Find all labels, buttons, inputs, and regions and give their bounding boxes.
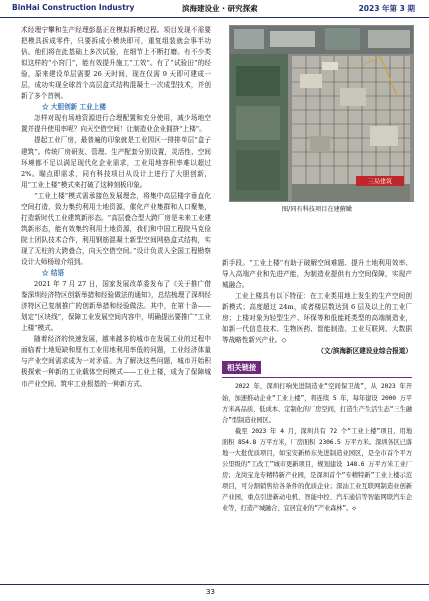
section-title: 滨海建设业 · 研究探索 <box>182 4 258 13</box>
left-column <box>21 25 211 390</box>
issue-number: 2023 年第 3 期 <box>358 4 415 13</box>
aerial-construction-photo <box>229 25 414 202</box>
subheading-conclusion: ☆ 结语 <box>42 269 65 278</box>
paragraph: 截至 2023 年 4 月，深圳共有 72 个“工业上楼”项目，用地面积 854.8 万平方米，厂房面积 2306.5 万平方米。深圳各区已落地一大批优质项目，如宝安新桥东先进制造业园区，是全市首个平方公里级的“工改工”城市更新项目，规划建设 148.6 万平方米工业厂房；龙岗宝龙专精特新产业园，是深圳首个“专精特新”工业上楼示范项目，可分割销售给各条件的优质企业；深汕工业互联网制造业创新产业园，重点引进新动电机、智能中控、汽车通信等智能网联汽车企业等，打造产城融合、宜居宜业的“产业森林”。◇ <box>222 427 412 512</box>
right-column <box>222 258 412 514</box>
divider <box>222 377 412 378</box>
subheading-innovation: ☆ 大胆创新 工业上楼 <box>42 103 106 112</box>
paragraph: 随着经济的快速发展，越来越多的城市在发展工业的过程中面临着土地短缺和厘有工业用地利用率低的问题，工业经济体量与产业空间需求成为一对矛盾。为了解决这些问题，城市开始积极探索一种新的工业载体空间模式——工业上楼，成为了保障城市产业空间、筑牢工业根基的一种新方式、 <box>21 335 211 388</box>
source-attribution: （文/滨海新区建设业综合报道） <box>317 347 412 356</box>
page-number: 33 <box>206 588 215 596</box>
journal-title-english: BinHai Construction Industry <box>12 3 135 12</box>
paragraph: 术经理宁攀和生产经理彭磊正在模拟拆模过程。项目发现不需要把模具拆成零件，只要拆成小模块即可，重复组装就会事半功倍。他们将在此基础上多次试验，在细节上不断打磨。有不少类似这样的“小窍门”，能有效提升施工“工效”。有了“试验田”的经验，原来建设单层需要 26 天时间，现在仅需 9 天即可建成一层，成功实现全球首个高层盒式结构混凝土一次成型技术，并创新了多个首例。 <box>21 26 211 101</box>
aerial-photo-illustration <box>230 26 413 201</box>
page-header <box>0 0 429 18</box>
paragraph: 工业上楼具有以下特征：在工业类用地上发生的生产空间创新模式；高度超过 24m，或者楼层数达到 6 层及以上的工业厂房；上楼对象为轻型生产、环保等和低能耗类型的高端制造业，如新一代信息技术、生物医药、智能制造、工业互联网、大数据等战略性新兴产业。◇ <box>222 292 412 345</box>
paragraph: 2022 年，深圳打响先进制造业“空间保卫战”，从 2023 年开始，加速推动企业“工业上楼”，将连续 5 年，每年建设 2000 万平方米高品质、低成本、定制化的厂房空间，打造生产生活生态“三生融合”型制造业园区。 <box>222 383 412 424</box>
page-footer <box>0 584 429 601</box>
paragraph: “工业上楼”模式需承接色发展理念，将集中高层楼宇垂直化空间打造，致力集约利用土地资源，催化产业集群和人口聚集，打造新时代工业建筑新形态。“高层叠合型大跨厂房是未来工业建筑新形态，能有效集约利用土地资源，我们和中国工程院马克俭院士团队技术合作，利用钢筋混凝土新型空间网格盒式结构，实现了无柱的大跨叠合，向天空借空间。”设计负责人全国工程勘察设计大师杨琼介绍到。 <box>21 191 211 266</box>
related-links-sidebar <box>222 357 412 514</box>
paragraph: 新手段。“工业上楼”有助于破解空间难题、提升土地利用效率、导入高端产业和先进产能，为制造业提供有力空间保障，实现产城融合。 <box>222 259 412 290</box>
sidebar-title: 相关链接 <box>222 361 261 374</box>
paragraph: 怎样对现有场地资源进行合理配置和充分使用，减少场地空置并提升使用率呢？向天空借空间！让制造业企业拥挤“上楼”。 <box>21 114 211 134</box>
paragraph: 2021 年 7 月 27 日，国家发展改革委发布了《关于推广借鉴深圳经济特区创新举措和经验做法的通知》，总结梳理了深圳经济特区已复制推广的创新举措和经验做法。其中，在第十条——划定“区块线”，保障工业发展空间内容中，明确提出要推广“工业上楼”模式。 <box>21 280 211 333</box>
site-sign-text: 三局建筑 <box>367 178 393 186</box>
paragraph: 提起工业厂房，最普遍的印象就是工业园区一排排单层“盒子建筑”。传统厂房研发、管理、生产配套分别设置，灵活性、空间环境都不足以满足现代化企业需求，工业用地容积率难以超过 2%。瞄点即需求，同有科技项目从设计上进行了大胆创新，用“工业上楼”模式来打破了这种刻板印象。 <box>21 136 211 189</box>
figure-caption: 图/同有科技项目在建俯瞰 <box>281 206 353 213</box>
